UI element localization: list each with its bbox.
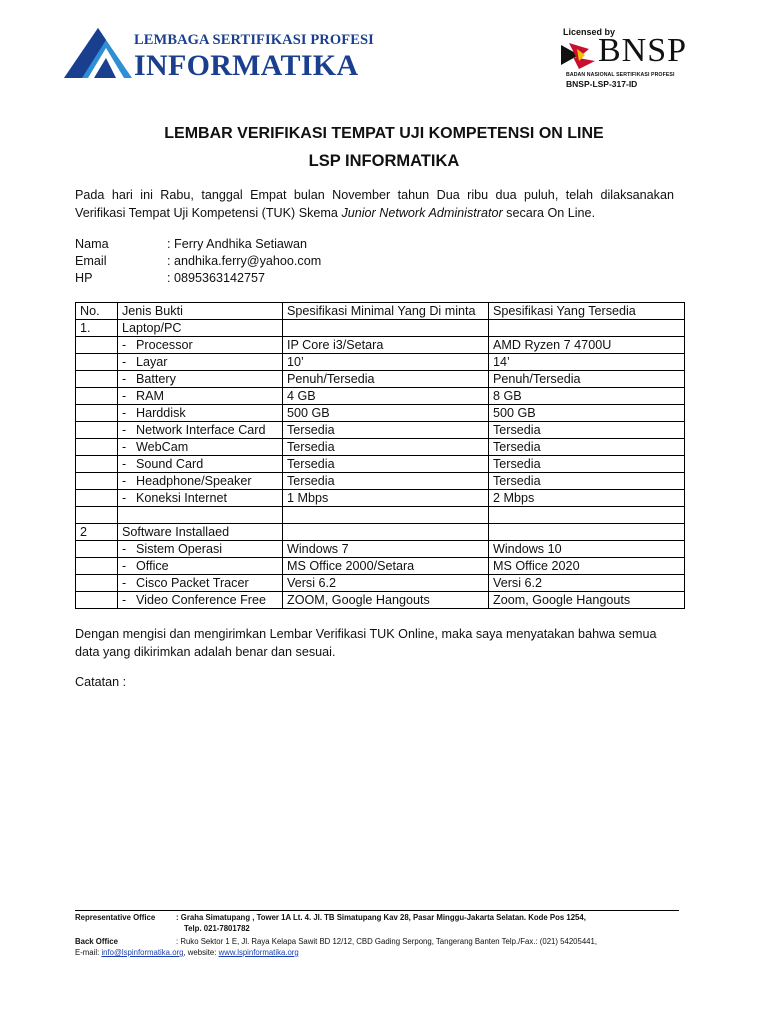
- lsp-informatika-logo-icon: [62, 26, 134, 82]
- cell-available-spec: 500 GB: [489, 405, 685, 422]
- item-name: Headphone/Speaker: [136, 474, 252, 488]
- footer-email-prefix: E-mail:: [75, 948, 102, 957]
- item-name: WebCam: [136, 440, 189, 454]
- bullet-dash: -: [122, 542, 127, 556]
- licensed-by-label: Licensed by: [563, 27, 616, 37]
- cell-available-spec: [489, 507, 685, 524]
- scheme-name: Junior Network Administrator: [341, 206, 503, 220]
- cell-no: [76, 371, 118, 388]
- footer-contact: [75, 948, 299, 959]
- cell-min-spec: Tersedia: [283, 422, 489, 439]
- bnsp-full-name: BADAN NASIONAL SERTIFIKASI PROFESI: [566, 72, 675, 78]
- cell-jenis: [118, 422, 283, 439]
- item-name: Software Installaed: [122, 525, 230, 539]
- cell-available-spec: MS Office 2020: [489, 558, 685, 575]
- header-cell-avail: Spesifikasi Yang Tersedia: [489, 303, 685, 320]
- item-name: Network Interface Card: [136, 423, 266, 437]
- table-row: [76, 422, 685, 439]
- table-row: [76, 439, 685, 456]
- org-name-line2: INFORMATIKA: [134, 49, 359, 82]
- cell-min-spec: ZOOM, Google Hangouts: [283, 592, 489, 609]
- cell-available-spec: AMD Ryzen 7 4700U: [489, 337, 685, 354]
- cell-min-spec: [283, 507, 489, 524]
- bullet-dash: -: [122, 576, 127, 590]
- table-row: [76, 592, 685, 609]
- cell-no: [76, 592, 118, 609]
- cell-available-spec: Windows 10: [489, 541, 685, 558]
- bullet-dash: -: [122, 474, 127, 488]
- cell-no: [76, 473, 118, 490]
- item-name: Battery: [136, 372, 176, 386]
- cell-available-spec: Versi 6.2: [489, 575, 685, 592]
- cell-no: [76, 507, 118, 524]
- bnsp-license-code: BNSP-LSP-317-ID: [566, 79, 638, 89]
- bullet-dash: -: [122, 423, 127, 437]
- cell-available-spec: Tersedia: [489, 456, 685, 473]
- cell-jenis: [118, 592, 283, 609]
- cell-jenis: [118, 439, 283, 456]
- footer-back-address: : Ruko Sektor 1 E, Jl. Raya Kelapa Sawit BD 12/12, CBD Gading Serpong, Tangerang Banten Telp./Fax.: (021) 54205441,: [176, 937, 597, 946]
- bnsp-emblem-icon: [559, 39, 597, 71]
- intro-line2-suffix: secara On Line.: [502, 206, 596, 220]
- cell-available-spec: 2 Mbps: [489, 490, 685, 507]
- table-header-row: [76, 303, 685, 320]
- cell-min-spec: [283, 524, 489, 541]
- bullet-dash: -: [122, 406, 127, 420]
- item-name: Sistem Operasi: [136, 542, 223, 556]
- info-label: Nama: [75, 237, 109, 251]
- footer-website-prefix: , website:: [183, 948, 219, 957]
- info-label: Email: [75, 254, 107, 268]
- cell-jenis: [118, 320, 283, 337]
- header-cell-jenis: Jenis Bukti: [118, 303, 283, 320]
- cell-available-spec: [489, 524, 685, 541]
- item-name: Processor: [136, 338, 193, 352]
- table-row: [76, 575, 685, 592]
- footer-divider: [75, 910, 679, 911]
- cell-available-spec: [489, 320, 685, 337]
- footer-website-link[interactable]: www.lspinformatika.org: [218, 948, 299, 957]
- item-name: RAM: [136, 389, 164, 403]
- info-label: HP: [75, 271, 93, 285]
- cell-jenis: [118, 354, 283, 371]
- cell-min-spec: 4 GB: [283, 388, 489, 405]
- verification-table: [75, 302, 685, 609]
- header-cell-min: Spesifikasi Minimal Yang Di minta: [283, 303, 489, 320]
- cell-jenis: [118, 456, 283, 473]
- table-row: [76, 524, 685, 541]
- cell-min-spec: 1 Mbps: [283, 490, 489, 507]
- cell-no: [76, 337, 118, 354]
- cell-available-spec: Penuh/Tersedia: [489, 371, 685, 388]
- table-row: [76, 490, 685, 507]
- cell-min-spec: 10’: [283, 354, 489, 371]
- cell-min-spec: [283, 320, 489, 337]
- item-name: Layar: [136, 355, 168, 369]
- cell-no: [76, 439, 118, 456]
- cell-available-spec: Tersedia: [489, 473, 685, 490]
- document-subtitle: LSP INFORMATIKA: [308, 152, 460, 170]
- cell-jenis: [118, 473, 283, 490]
- cell-jenis: [118, 405, 283, 422]
- item-name: Video Conference Free: [136, 593, 266, 607]
- cell-min-spec: Versi 6.2: [283, 575, 489, 592]
- cell-no: [76, 354, 118, 371]
- intro-paragraph: [75, 186, 674, 222]
- bullet-dash: -: [122, 372, 127, 386]
- bnsp-wordmark: BNSP: [598, 32, 688, 69]
- cell-available-spec: Zoom, Google Hangouts: [489, 592, 685, 609]
- notes-label: Catatan :: [75, 675, 127, 689]
- cell-no: [76, 541, 118, 558]
- table-row: [76, 473, 685, 490]
- table-row: [76, 388, 685, 405]
- cell-no: [76, 388, 118, 405]
- bullet-dash: -: [122, 355, 127, 369]
- item-name: Cisco Packet Tracer: [136, 576, 249, 590]
- bullet-dash: -: [122, 457, 127, 471]
- cell-available-spec: 8 GB: [489, 388, 685, 405]
- cell-jenis: [118, 490, 283, 507]
- footer-email-link[interactable]: info@lspinformatika.org: [101, 948, 184, 957]
- table-row: [76, 371, 685, 388]
- cell-jenis: [118, 524, 283, 541]
- bullet-dash: -: [122, 491, 127, 505]
- cell-no: 2: [76, 524, 118, 541]
- cell-min-spec: MS Office 2000/Setara: [283, 558, 489, 575]
- cell-min-spec: Tersedia: [283, 439, 489, 456]
- cell-jenis: [118, 507, 283, 524]
- cell-no: 1.: [76, 320, 118, 337]
- table-row: [76, 558, 685, 575]
- table-row: [76, 320, 685, 337]
- closing-line1: Dengan mengisi dan mengirimkan Lembar Verifikasi TUK Online, maka saya menyatakan bahwa semua: [75, 627, 657, 641]
- bullet-dash: -: [122, 593, 127, 607]
- cell-jenis: [118, 371, 283, 388]
- cell-jenis: [118, 388, 283, 405]
- cell-min-spec: Tersedia: [283, 456, 489, 473]
- cell-jenis: [118, 575, 283, 592]
- footer-back-label: Back Office: [75, 937, 118, 946]
- closing-statement: [75, 625, 685, 661]
- cell-jenis: [118, 558, 283, 575]
- item-name: Laptop/PC: [122, 321, 182, 335]
- footer-rep-label: Representative Office: [75, 913, 156, 922]
- item-name: Office: [136, 559, 169, 573]
- intro-line1: Pada hari ini Rabu, tanggal Empat bulan November tahun Dua ribu dua puluh, telah dilaksanakan: [75, 188, 674, 202]
- cell-min-spec: Penuh/Tersedia: [283, 371, 489, 388]
- cell-no: [76, 405, 118, 422]
- cell-min-spec: 500 GB: [283, 405, 489, 422]
- document-title: LEMBAR VERIFIKASI TEMPAT UJI KOMPETENSI ON LINE: [164, 125, 604, 142]
- intro-line2-prefix: Verifikasi Tempat Uji Kompetensi (TUK) Skema: [75, 206, 342, 220]
- footer-rep-phone: Telp. 021-7801782: [184, 924, 250, 933]
- table-row: [76, 541, 685, 558]
- info-value: : andhika.ferry@yahoo.com: [167, 254, 322, 268]
- table-row: [76, 354, 685, 371]
- cell-available-spec: Tersedia: [489, 439, 685, 456]
- table-row: [76, 456, 685, 473]
- cell-no: [76, 575, 118, 592]
- header-cell-no: No.: [76, 303, 118, 320]
- cell-available-spec: 14’: [489, 354, 685, 371]
- bullet-dash: -: [122, 559, 127, 573]
- closing-line2: data yang dikirimkan adalah benar dan sesuai.: [75, 645, 336, 659]
- bullet-dash: -: [122, 389, 127, 403]
- cell-jenis: [118, 337, 283, 354]
- info-value: : Ferry Andhika Setiawan: [167, 237, 308, 251]
- footer-rep-address: : Graha Simatupang , Tower 1A Lt. 4. Jl. TB Simatupang Kav 28, Pasar Minggu-Jakarta Selatan. Kode Pos 1254,: [176, 913, 586, 922]
- bullet-dash: -: [122, 338, 127, 352]
- bullet-dash: -: [122, 440, 127, 454]
- table-row: [76, 507, 685, 524]
- cell-min-spec: IP Core i3/Setara: [283, 337, 489, 354]
- cell-no: [76, 456, 118, 473]
- table-row: [76, 337, 685, 354]
- cell-no: [76, 422, 118, 439]
- item-name: Koneksi Internet: [136, 491, 228, 505]
- cell-min-spec: Tersedia: [283, 473, 489, 490]
- cell-no: [76, 490, 118, 507]
- cell-available-spec: Tersedia: [489, 422, 685, 439]
- info-value: : 0895363142757: [167, 271, 266, 285]
- org-name-line1: LEMBAGA SERTIFIKASI PROFESI: [134, 32, 374, 48]
- cell-jenis: [118, 541, 283, 558]
- item-name: Sound Card: [136, 457, 204, 471]
- item-name: Harddisk: [136, 406, 186, 420]
- table-row: [76, 405, 685, 422]
- cell-min-spec: Windows 7: [283, 541, 489, 558]
- cell-no: [76, 558, 118, 575]
